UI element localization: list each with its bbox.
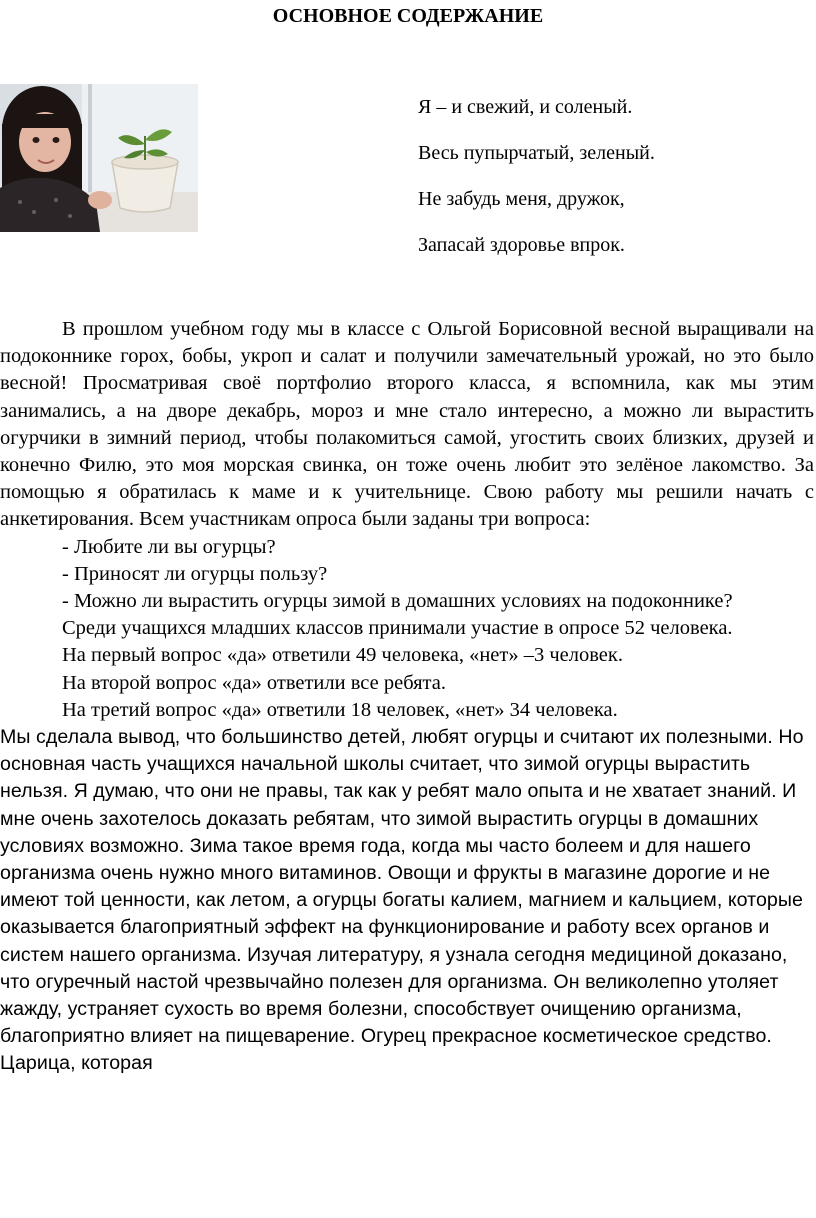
survey-answer-1: На первый вопрос «да» ответили 49 человека, «нет» –3 человек.	[62, 644, 623, 667]
poem-line: Я – и свежий, и соленый.	[418, 96, 633, 118]
survey-answer-2: На второй вопрос «да» ответили все ребята.	[62, 671, 446, 694]
poem-line: Весь пупырчатый, зеленый.	[418, 142, 655, 164]
survey-answer-3: На третий вопрос «да» ответили 18 человек, «нет» 34 человека.	[62, 698, 618, 721]
survey-participants: Среди учащихся младших классов принимали участие в опросе 52 человека.	[62, 617, 733, 640]
survey-question-3: - Можно ли вырастить огурцы зимой в домашних условиях на подоконнике?	[62, 590, 733, 613]
poem-line: Не забудь меня, дружок,	[418, 188, 625, 210]
poem-line: Запасай здоровье впрок.	[418, 234, 625, 256]
conclusion-paragraph: Мы сделала вывод, что большинство детей, любят огурцы и считают их полезными. Но основная часть учащихся начальной школы считает, что зимой огурцы вырастить нельзя. Я думаю, что они не правы, так как у ребят мало опыта и не хватает знаний. И мне очень захотелось доказать ребятам, что зимой вырастить огурцы в домашних условиях возможно. Зима такое время года, когда мы часто болеем и для нашего организма очень нужно много витаминов. Овощи и фрукты в магазине дорогие и не имеют той ценности, как летом, а огурцы богаты калием, магнием и кальцием, которые оказывается благоприятный эффект на функционирование и работу всех органов и систем нашего организма. Изучая литературу, я узнала сегодня медициной доказано, что огуречный настой чрезвычайно полезен для организма. Он великолепно утоляет жажду, устраняет сухость во время болезни, способствует очищению организма, благоприятно влияет на пищеварение. Огурец прекрасное косметическое средство. Царица, которая	[0, 726, 804, 1075]
intro-paragraph: В прошлом учебном году мы в классе с Ольгой Борисовной весной выращивали на подоконнике горох, бобы, укроп и салат и получили замечательный урожай, но это было весной! Просматривая своё портфолио второго класса, я вспомнила, как мы этим занимались, а на дворе декабрь, мороз и мне стало интересно, а можно ли вырастить огурчики в зимний период, чтобы полакомиться самой, угостить своих близких, друзей и конечно Филю, это моя морская свинка, он тоже очень любит это зелёное лакомство. За помощью я обратилась к маме и к учительнице. Свою работу мы решили начать с анкетирования. Всем участникам опроса были заданы три вопроса:	[0, 318, 814, 531]
photo-girl-with-plant	[0, 84, 198, 232]
poem	[418, 94, 655, 278]
main-text	[0, 316, 814, 1078]
survey-question-1: - Любите ли вы огурцы?	[62, 535, 276, 558]
survey-question-2: - Приносят ли огурцы пользу?	[62, 562, 328, 585]
page-title: ОСНОВНОЕ СОДЕРЖАНИЕ	[272, 5, 544, 27]
